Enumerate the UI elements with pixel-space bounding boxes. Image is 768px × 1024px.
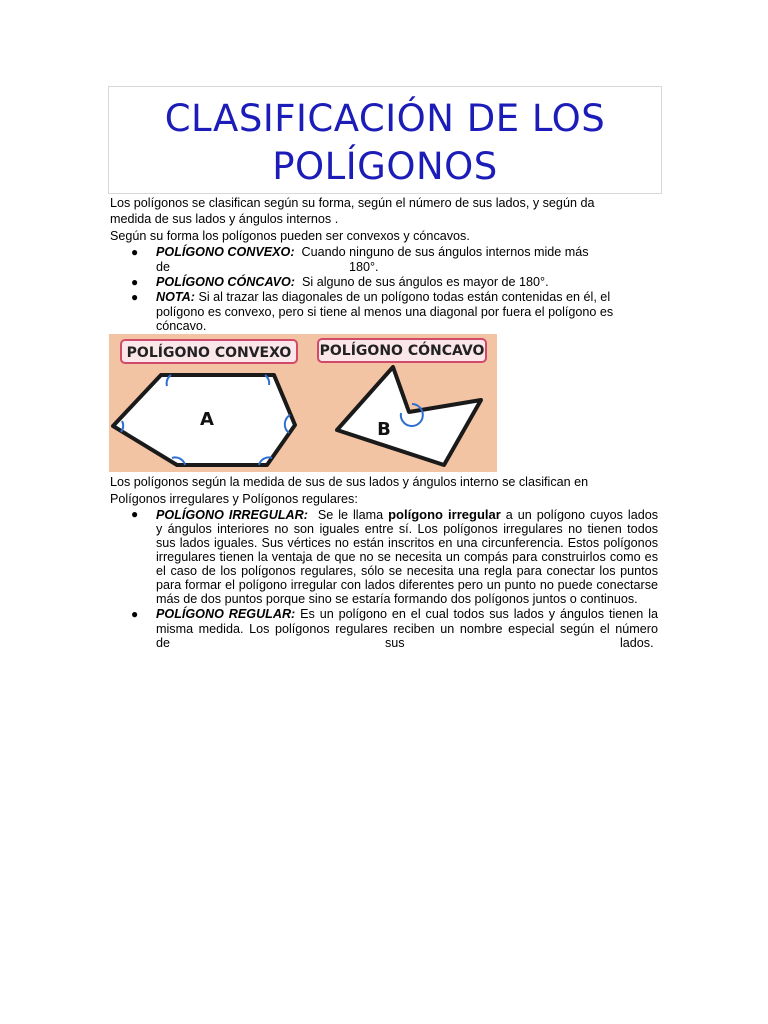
regular-label: POLÍGONO REGULAR:	[156, 607, 296, 621]
polygon-figure-svg	[109, 334, 497, 472]
intro-line-3: Según su forma los polígonos pueden ser convexos y cóncavos.	[110, 229, 470, 243]
irregular-line-2: y ángulos interiores no son iguales entre sí. Los polígonos irregulares no tienen todos	[156, 522, 658, 536]
regular-line-3-sus: sus	[385, 636, 405, 650]
section2-line-2: Polígonos irregulares y Polígonos regulares:	[110, 492, 358, 506]
convex-figure-label: POLÍGONO CONVEXO	[126, 345, 292, 361]
irregular-label: POLÍGONO IRREGULAR:	[156, 508, 308, 522]
intro-line-1: Los polígonos se clasifican según su forma, según el número de sus lados, y según da	[110, 196, 595, 210]
concave-label: POLÍGONO CÓNCAVO:	[156, 275, 295, 289]
irregular-bold-term: polígono irregular	[388, 507, 501, 522]
note-text-1: Si al trazar las diagonales de un polígono todas están contenidas en él, el	[198, 290, 611, 304]
letter-a: A	[200, 409, 214, 430]
irregular-line-1	[156, 507, 658, 523]
title-line-2: POLÍGONOS	[272, 145, 498, 188]
irregular-line-6: para formar el polígono irregular con lados diferentes pero un punto no puede conectarse	[156, 578, 658, 592]
note-text-3: cóncavo.	[156, 319, 207, 333]
irregular-line-4: irregulares tienen la ventaja de que no se necesita un compás para construirlos como es	[156, 550, 658, 564]
note-item-line-1	[156, 290, 610, 305]
irregular-line-7: más de dos puntos porque sino se estaría formando dos polígonos juntos o continuos.	[156, 592, 638, 606]
convex-label: POLÍGONO CONVEXO:	[156, 245, 295, 259]
convex-text-de: de	[156, 260, 171, 274]
bullet-dot: ●	[131, 507, 139, 521]
convex-text: Cuando ninguno de sus ángulos internos mide más	[301, 245, 589, 259]
concave-item	[156, 275, 549, 290]
title-box	[108, 86, 662, 194]
concave-figure-label: POLÍGONO CÓNCAVO	[319, 343, 485, 359]
bullet-dot: ●	[131, 245, 139, 259]
convex-text-180: 180°.	[349, 260, 379, 274]
convex-item-line-1	[156, 245, 589, 260]
section2-line-1: Los polígonos según la medida de sus de sus lados y ángulos interno se clasifican en	[110, 475, 589, 489]
note-label: NOTA:	[156, 290, 195, 304]
letter-b: B	[377, 419, 391, 440]
bullet-dot: ●	[131, 290, 139, 304]
bullet-dot: ●	[131, 607, 139, 621]
intro-line-2: medida de sus lados y ángulos internos .	[110, 212, 339, 226]
regular-text: Es un polígono en el cual todos sus lados y ángulos tienen la	[300, 607, 658, 621]
irregular-line-5: el caso de los polígonos regulares, sólo se necesita una regla para conectar los puntos	[156, 564, 658, 578]
bullet-dot: ●	[131, 275, 139, 289]
polygon-figure	[109, 334, 497, 472]
concave-text: Si alguno de sus ángulos es mayor de 180°.	[302, 275, 549, 289]
title-line-1: CLASIFICACIÓN DE LOS	[164, 97, 606, 140]
note-text-2: polígono es convexo, pero si tiene al menos una diagonal por fuera el polígono es	[156, 305, 614, 319]
irregular-line-3: sus lados iguales. Sus vértices no están inscritos en una circunferencia. Estos polígonos	[156, 536, 658, 550]
regular-line-3-lados: lados.	[620, 636, 654, 650]
irregular-pre: Se le llama	[317, 508, 384, 522]
regular-line-1	[156, 607, 658, 622]
regular-line-2: misma medida. Los polígonos regulares reciben un nombre especial según el número	[156, 622, 658, 636]
irregular-post: a un polígono cuyos lados	[505, 508, 659, 522]
regular-line-3-de: de	[156, 636, 171, 650]
